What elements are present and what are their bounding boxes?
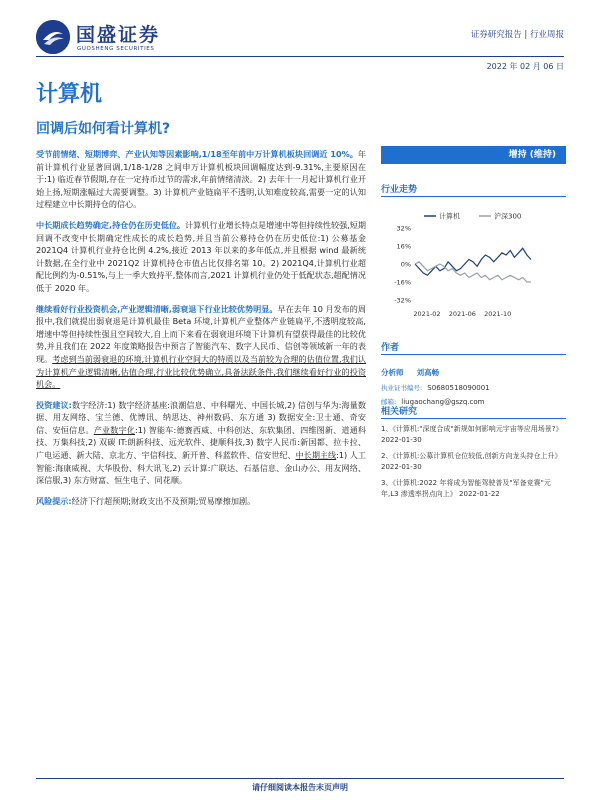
paragraph-text: 计算机行业增长特点是增速中等但持续性较强,短期回调不改变中长期确定性成长的成长趋势,并且当前公募持仓仍在历史低位:1) 公募基金 2021Q4 计算机行业持仓比例 4.2%,接近 2013 年以来的多年低点,并且根据 wind 最新统计数据,在全行业中 2021Q2 计算机持仓市值占比仅排名第 10。2) 2021Q4,计算机行业超配比例约为-0.51%,与上一季大致持平,整体而言,2021 计算机行业仍处于低配状态,超配情况低于 2020 年。 [36, 219, 367, 293]
paragraph-underlined: 考虑到当前弱衰退的环境,计算机行业空间大的特质以及当前较为合理的估值位置,我们认为计算机产业逻辑清晰,估值合理,行业比较优势确立,具备法跃条件,我们继续看好行业的投资机会。 [36, 353, 366, 390]
trend-title: 行业走势 [381, 185, 418, 195]
related-item[interactable] [381, 451, 566, 473]
trend-divider [381, 196, 566, 197]
analyst-label: 分析师 [381, 368, 404, 377]
footer-text: 请仔细阅读本报告末页声明 [252, 783, 348, 792]
paragraph-lead: 中长期成长趋势确定,持仓仍在历史低位。 [36, 219, 186, 230]
related-list [381, 424, 566, 500]
header-divider [36, 56, 564, 57]
paragraph-sublead: 中长期主线 [295, 450, 337, 461]
x-tick-label: 2021-02 [413, 310, 441, 318]
y-tick-label: -16% [394, 278, 411, 287]
related-item-date: 2022-01-22 [459, 490, 500, 498]
footer-divider [36, 778, 564, 779]
paragraph-4 [36, 399, 366, 487]
x-tick-label: 2021-06 [448, 310, 476, 318]
trend-chart-svg [381, 204, 566, 324]
related-item-date: 2022-01-30 [381, 463, 422, 471]
related-item[interactable] [381, 478, 566, 500]
paragraph-text: 早在去年 10 月发布的周报中,我们就提出弱衰退是计算机最佳 Beta 环境,计算机产业整体产业链扁平,不透明度较高,增速中等但持续性强且空间较大,自上而下来看在弱衰退环境下计算机有望获得最佳的比较优势,并且我们在 2022 年度策略报告中预言了智能汽车、数字人民币、信创等领域新一年的表现。 [36, 303, 366, 364]
series-line-computer [415, 248, 531, 275]
cert-label: 执业证书编号: [381, 384, 423, 392]
paragraph-text: 数字经济:1) 数字经济基座:浪潮信息、中科曙光、中国长城,2) 信创与华为:海量数据、用友网络、宝兰德、优博讯、纳思达、神州数码、东方通 3) 数据安全:卫士通、奇安信、安恒信息。 [36, 399, 366, 435]
logo-icon [36, 20, 70, 54]
paragraph-text: 经济下行超预期;财政支出不及预期;贸易摩擦加剧。 [71, 495, 256, 506]
paragraph-text: :1) 人工智能:海康威视、大华股份、科大讯飞,2) 云计算:广联达、石基信息、金山办公、用友网络、深信服,3) 东方财富、恒生电子、同花顺。 [36, 450, 366, 486]
page-title: 回调后如何看计算机? [36, 121, 171, 137]
paragraph-sublead: 产业数字化 [93, 424, 135, 435]
related-divider [381, 418, 566, 419]
paragraph-2 [36, 219, 366, 295]
email-label: 邮箱: [381, 398, 397, 406]
report-body [36, 148, 366, 515]
paragraph-lead: 风险提示: [36, 495, 72, 506]
related-item-text: 1、《计算机:"深度合成"新规如何影响元宇宙等应用场景?》 [381, 425, 563, 433]
paragraph-lead: 投资建议: [36, 399, 72, 410]
report-date: 2022 年 02 月 06 日 [486, 62, 564, 71]
trend-chart [381, 204, 566, 324]
paragraph-text: 年前计算机行业显著回调,1/18-1/28 之间申万计算机板块回调幅度达到-9.31%,主要原因在于:1) 临近春节假期,存在一定持币过节的需求,年前情绪清淡。2) 去年十一月起计算机行业开始上扬,短期涨幅过大需要调整。3) 计算机产业链扁平不透明,认知难度较高,需要一定的认知过程建立中长期持仓的信心。 [36, 149, 366, 210]
related-item-text: 2、《计算机:公募计算机仓位较低,创新方向龙头持仓上升》 [381, 452, 562, 460]
related-item-text: 3、《计算机:2022 年将成为智能驾驶普及"军备竞赛"元年,L3 渗透率拐点向上》 [381, 479, 551, 498]
y-tick-label: 16% [396, 242, 411, 251]
email-value[interactable]: liugaochang@gszq.com [401, 398, 485, 406]
paragraph-1 [36, 148, 366, 211]
x-tick-label: 2021-10 [484, 310, 512, 318]
industry-name: 计算机 [36, 82, 103, 107]
legend-label-a: 计算机 [439, 212, 460, 221]
related-item-date: 2022-01-30 [381, 436, 422, 444]
y-tick-label: 32% [396, 224, 411, 233]
paragraph-text: :1) 智能车:德赛西威、中科创达、东软集团、四维图新、道通科技、万集科技,2) 双碳 IT:朗新科技、远光软件、捷顺科技,3) 数字人民币:新国都、拉卡拉、广电运通、新大陆、京北方、宇信科技、新开普、科蓝软件、信安世纪、 [36, 424, 366, 461]
paragraph-5 [36, 495, 366, 508]
y-tick-label: 0% [400, 260, 411, 269]
cert-number: S0680518090001 [427, 384, 490, 392]
y-tick-label: -32% [394, 296, 411, 305]
logo-text: 国盛证券 [76, 24, 161, 46]
author-title: 作者 [381, 343, 400, 353]
logo-subtext: GUOSHENG SECURITIES [77, 46, 155, 52]
analyst-name: 刘高畅 [416, 368, 440, 377]
paragraph-3 [36, 303, 366, 391]
paragraph-lead: 继续看好行业投资机会,产业逻辑清晰,弱衰退下行业比较优势明显。 [36, 303, 278, 314]
series-line-csi300 [415, 262, 531, 282]
author-divider [381, 354, 566, 355]
related-item[interactable] [381, 424, 566, 446]
related-title: 相关研究 [381, 407, 418, 417]
rating-badge: 增持 (维持) [381, 146, 566, 164]
paragraph-lead: 受节前情绪、短期博弈、产业认知等因素影响,1/18至年前中万计算机板块回调近 10%。 [36, 149, 358, 159]
legend-label-b: 沪深300 [494, 212, 522, 221]
report-type: 证券研究报告 | 行业周报 [470, 30, 564, 40]
